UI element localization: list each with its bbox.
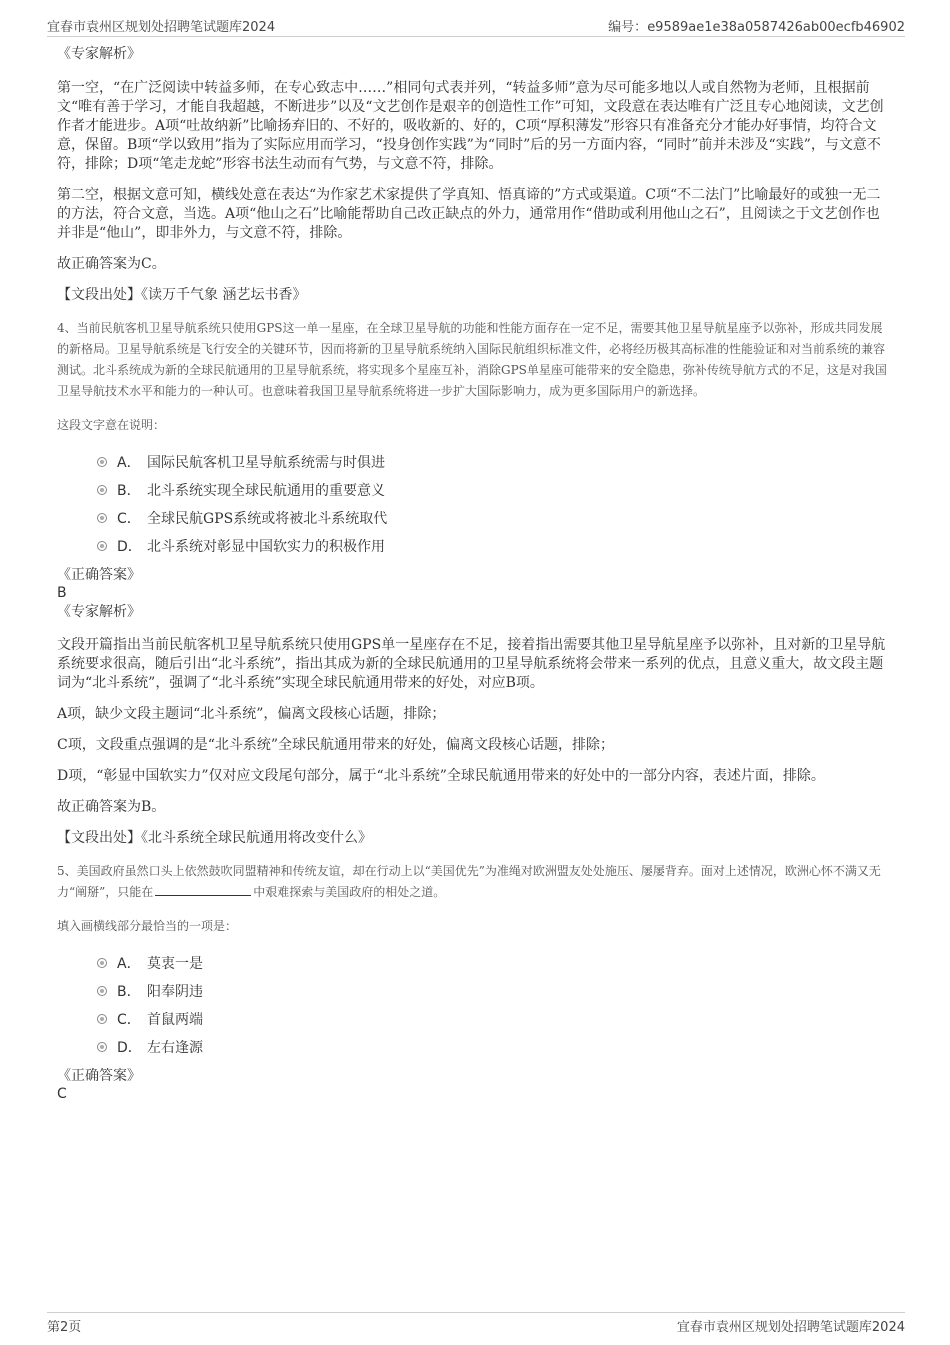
q5-option-b[interactable]: B． 阳奉阴违 xyxy=(97,977,893,1005)
radio-icon[interactable] xyxy=(97,513,107,523)
q4-option-d[interactable]: D． 北斗系统对彰显中国软实力的积极作用 xyxy=(97,532,893,560)
q4-prompt: 这段文字意在说明： xyxy=(57,418,166,432)
radio-icon[interactable] xyxy=(97,541,107,551)
q4-option-a[interactable]: A． 国际民航客机卫星导航系统需与时俱进 xyxy=(97,448,893,476)
q5-option-c[interactable]: C． 首鼠两端 xyxy=(97,1005,893,1033)
page-content xyxy=(57,44,893,1103)
q4-option-b[interactable]: B． 北斗系统实现全球民航通用的重要意义 xyxy=(97,476,893,504)
footer-page-number: 第2页 xyxy=(47,1320,82,1335)
fill-blank xyxy=(155,883,251,896)
q4-analysis-tag: 《专家解析》 xyxy=(57,604,141,620)
header-code-value: e9589ae1e38a0587426ab00ecfb46902 xyxy=(647,20,905,35)
q4-answer-tag: 《正确答案》 xyxy=(57,567,141,583)
q4-options xyxy=(97,448,893,560)
q3-analysis-tag: 《专家解析》 xyxy=(57,46,141,62)
q5-option-a[interactable]: A． 莫衷一是 xyxy=(97,949,893,977)
q4-conclusion: 故正确答案为B。 xyxy=(57,799,166,815)
page-footer xyxy=(47,1312,905,1335)
q3-analysis-para2: 第二空，根据文意可知，横线处意在表达“为作家艺术家提供了学真知、悟真谛的”方式或渠道。C项“不二法门”比喻最好的或独一无二的方法，符合文意，当选。A项“他山之石”比喻能帮助自己改正缺点的外力，通常用作“借助或利用他山之石”，且阅读之于文艺创作也并非是“他山”，即非外力，与文意不符，排除。 xyxy=(57,187,881,241)
header-title: 宜春市袁州区规划处招聘笔试题库2024 xyxy=(47,20,276,35)
q3-conclusion: 故正确答案为C。 xyxy=(57,256,166,272)
q4-analysis-para2: A项，缺少文段主题词“北斗系统”，偏离文段核心话题，排除； xyxy=(57,706,446,722)
q4-answer: B xyxy=(57,585,67,601)
q4-question-text: 4、当前民航客机卫星导航系统只使用GPS这一单一星座，在全球卫星导航的功能和性能方面存在一定不足，需要其他卫星导航星座予以弥补，形成共同发展的新格局。卫星导航系统是飞行安全的关键环节，因而将新的卫星导航系统纳入国际民航组织标准文件，必将经历极其高标准的性能验证和对当前系统的兼容测试。北斗系统成为新的全球民航通用的卫星导航系统，将实现多个星座互补，消除GPS单星座可能带来的安全隐患，弥补传统导航方式的不足，这是对我国卫星导航技术水平和能力的一种认可。也意味着我国卫星导航系统将进一步扩大国际影响力，成为更多国际用户的新选择。 xyxy=(57,321,887,398)
q5-answer: C xyxy=(57,1086,67,1102)
q5-answer-tag: 《正确答案》 xyxy=(57,1068,141,1084)
radio-icon[interactable] xyxy=(97,1014,107,1024)
q4-analysis-para3: C项，文段重点强调的是“北斗系统”全球民航通用带来的好处，偏离文段核心话题，排除； xyxy=(57,737,615,753)
q5-prompt: 填入画横线部分最恰当的一项是： xyxy=(57,919,238,933)
q4-analysis-para1: 文段开篇指出当前民航客机卫星导航系统只使用GPS单一星座存在不足，接着指出需要其他卫星导航星座予以弥补，且对新的卫星导航系统要求很高，随后引出“北斗系统”，指出其成为新的全球民航通用的卫星导航系统将会带来一系列的优点，且意义重大，故文段主题词为“北斗系统”，强调了“北斗系统”实现全球民航通用带来的好处，对应B项。 xyxy=(57,637,886,691)
radio-icon[interactable] xyxy=(97,1042,107,1052)
q5-options xyxy=(97,949,893,1061)
q5-text-after: 中艰难探索与美国政府的相处之道。 xyxy=(253,885,446,899)
header-code xyxy=(608,16,905,35)
q3-analysis-para1: 第一空，“在广泛阅读中转益多师，在专心致志中……”相同句式表并列，“转益多师”意为尽可能多地以人或自然物为老师，且根据前文“唯有善于学习，才能自我超越，不断进步”以及“文艺创作是艰辛的创造性工作”可知，文段意在表达唯有广泛且专心地阅读，文艺创作者才能进步。A项“吐故纳新”比喻扬弃旧的、不好的，吸收新的、好的，C项“厚积薄发”形容只有准备充分才能办好事情，均符合文意，保留。B项“学以致用”指为了实际应用而学习，“投身创作实践”为“同时”后的另一方面内容，“同时”前并未涉及“实践”，与文意不符，排除；D项“笔走龙蛇”形容书法生动而有气势，与文意不符，排除。 xyxy=(57,80,884,172)
q5-option-d[interactable]: D． 左右逢源 xyxy=(97,1033,893,1061)
radio-icon[interactable] xyxy=(97,485,107,495)
radio-icon[interactable] xyxy=(97,986,107,996)
q5-text-before: 5、美国政府虽然口头上依然鼓吹同盟精神和传统友谊，却在行动上以“美国优先”为准绳对欧洲盟友处处施压、屡屡背弃。面对上述情况，欧洲心怀不满又无力“阐掰”，只能在 xyxy=(57,864,881,899)
q5-question-text xyxy=(57,861,893,903)
footer-title: 宜春市袁州区规划处招聘笔试题库2024 xyxy=(676,1320,905,1335)
radio-icon[interactable] xyxy=(97,457,107,467)
radio-icon[interactable] xyxy=(97,958,107,968)
header-code-label: 编号： xyxy=(608,20,648,35)
q4-option-c[interactable]: C． 全球民航GPS系统或将被北斗系统取代 xyxy=(97,504,893,532)
page-header xyxy=(47,14,905,37)
q3-source: 【文段出处】《读万千气象 涵艺坛书香》 xyxy=(57,287,307,303)
q4-source: 【文段出处】《北斗系统全球民航通用将改变什么》 xyxy=(57,830,372,846)
q4-analysis-para4: D项，“彰显中国软实力”仅对应文段尾句部分，属于“北斗系统”全球民航通用带来的好处中的一部分内容，表述片面，排除。 xyxy=(57,768,825,784)
